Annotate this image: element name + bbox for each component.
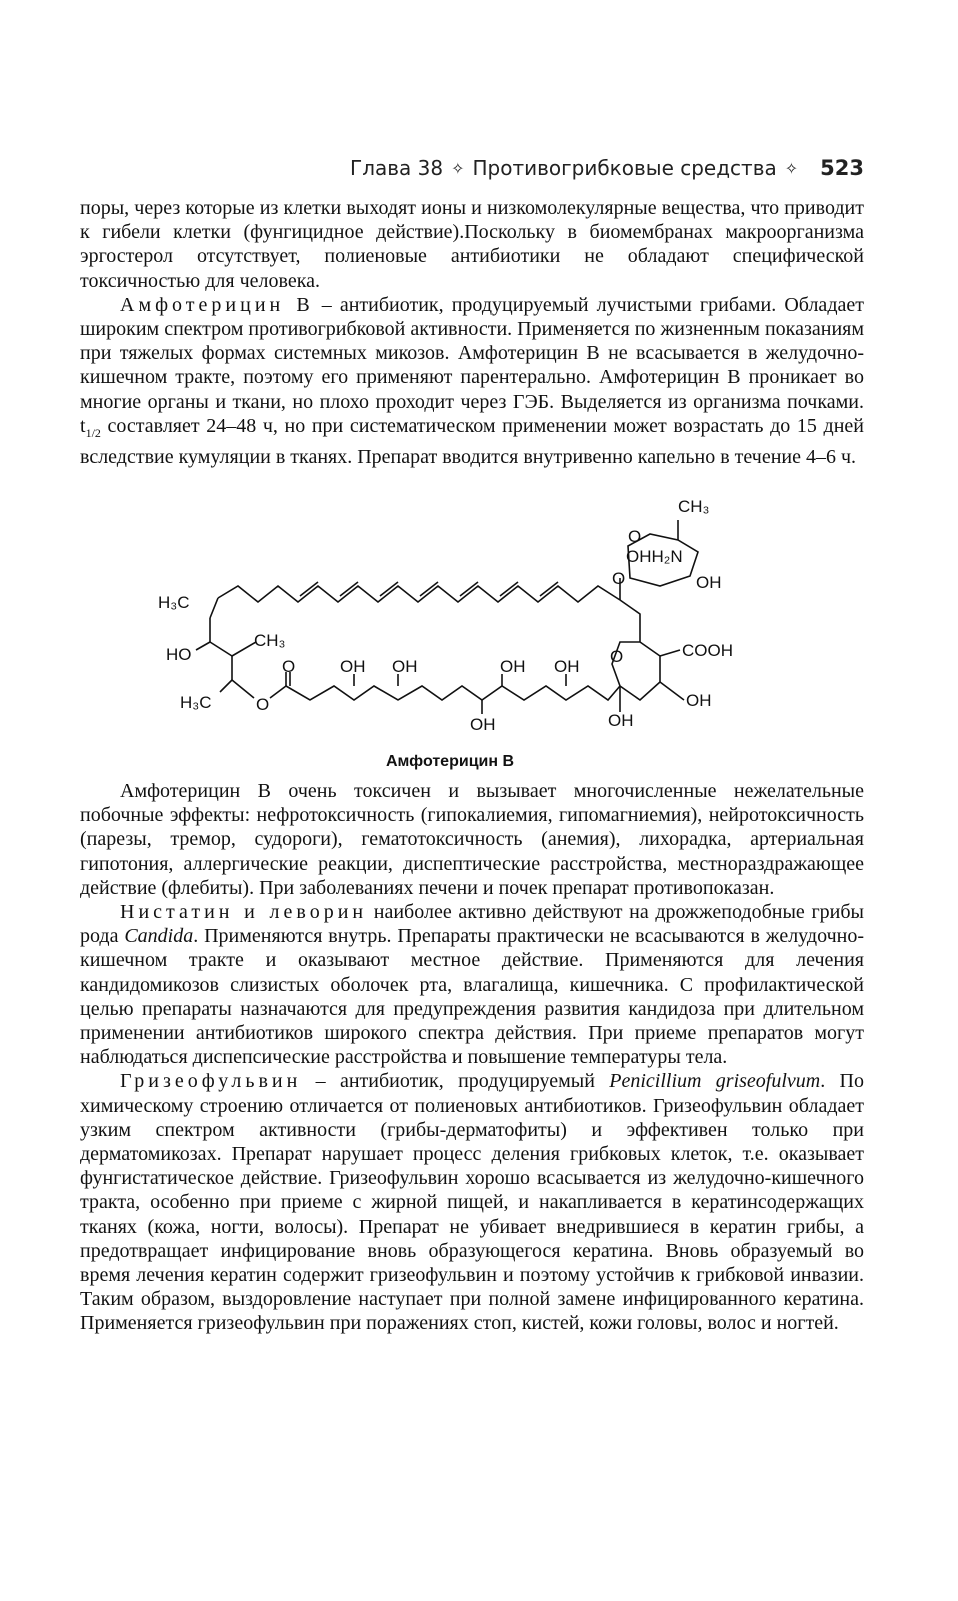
hydroxyl-label: OH [500, 657, 526, 676]
hydroxyl-label: OH [340, 657, 366, 676]
glycosidic-oxygen-label: O [612, 569, 626, 588]
paragraph-griseofulvin: Гризеофульвин – антибиотик, продуцируемый Penicillium griseofulvum. По химическому строению отличается от полиеновых антибиотиков. Гризеофульвин обладает узким спектром активности (грибы-дерматофиты) и эффективен только при дерматомикозах. Препарат нарушает процесс деления грибковых клеток, т.е. оказывает фунгистатическое действие. Гризеофульвин хорошо всасывается из желудочно-кишечного тракта, особенно при приеме с жирной пищей, и накапливается в кератинсодержащих тканях (кожа, ногти, волосы). Препарат не убивает внедрившиеся в кератин грибы, а предотвращает инфицирование вновь образующегося кератина. Вновь образуемый во время лечения кератин содержит гризеофульвин и поэтому устойчив к грибковой инвазии. Таким образом, выздоровление наступает при полной замене инфицированного кератина. Применяется гризеофульвин при поражениях стоп, кистей, кожи головы, волос и ногтей. [80, 1070, 864, 1335]
drug-name: Гризеофульвин [120, 1070, 302, 1093]
page-number: 523 [820, 156, 864, 180]
hydroxy-amine-label: OHH₂N [626, 547, 683, 566]
chapter-title: Противогрибковые средства [472, 156, 777, 180]
methyl-label: H₃C [180, 693, 212, 712]
methyl-label: CH₃ [254, 631, 286, 650]
carbonyl-oxygen-label: O [282, 657, 296, 676]
text-block-bottom [80, 779, 864, 1336]
ring-oxygen-label: O [610, 647, 624, 666]
drug-name: Амфотерицин В [120, 293, 314, 316]
paragraph-side-effects: Амфотерицин В очень токсичен и вызывает многочисленные нежелательные побочные эффекты: нефротоксичность (гипокалиемия, гипомагниемия), нейротоксичность (парезы, тремор, судороги), гематотоксичность (анемия), лихорадка, артериальная гипотония, аллергические реакции, диспептические расстройства, местнораздражающее действие (флебиты). При заболеваниях печени и почек препарат противопоказан. [80, 780, 864, 899]
amphotericin-structure-figure [150, 490, 770, 780]
separator-icon: ✧ [784, 158, 799, 178]
hydroxyl-label: OH [392, 657, 418, 676]
running-header [350, 148, 864, 188]
hydroxyl-label: OH [470, 715, 496, 734]
text-block-top [80, 196, 864, 469]
ester-oxygen-label: O [256, 695, 270, 714]
hydroxyl-label: HO [166, 645, 192, 664]
methyl-label: H₃C [158, 593, 190, 612]
bond-lines [196, 520, 698, 714]
carboxyl-label: COOH [682, 641, 733, 660]
oxygen-label: O [628, 527, 642, 546]
paragraph-nystatin: Нистатин и леворин наиболее активно действуют на дрожжеподобные грибы рода Candida. Применяются внутрь. Препараты практически не всасываются в желудочно-кишечном тракте и оказывают местное действие. Применяются для лечения кандидомикозов слизистых оболочек рта, влагалища, кишечника. С профилактической целью препараты назначаются для предупреждения развития кандидоза при длительном применении антибиотиков широкого спектра действия. При приеме препаратов могут наблюдаться диспепсические расстройства и повышение температуры тела. [80, 901, 865, 1069]
hydroxyl-label: OH [686, 691, 712, 710]
drug-name: Нистатин и леворин [120, 901, 368, 924]
figure-caption: Амфотерицин В [386, 753, 515, 770]
hydroxyl-label: OH [554, 657, 580, 676]
structural-formula [150, 490, 770, 780]
paragraph: поры, через которые из клетки выходят ионы и низкомолекулярные вещества, что приводит к гибели клетки (фунгицидное действие).Поскольку в биомембранах макроорганизма эргостерол отсутствует, полиеновые антибиотики не обладают специфической токсичностью для человека. [80, 197, 864, 292]
paragraph-amphotericin: Амфотерицин В – антибиотик, продуцируемый лучистыми грибами. Обладает широким спектром противогрибковой активности. Применяется по жизненным показаниям при тяжелых формах системных микозов. Амфотерицин В не всасывается в желудочно-кишечном тракте, поэтому его применяют парентерально. Амфотерицин В проникает во многие органы и ткани, но плохо проходит через ГЭБ. Выделяется из организма почками. $t_{1/2}$ составляет 24–48 ч, но при систематическом применении может возрастать до 15 дней вследствие кумуляции в тканях. Препарат вводится внутривенно капельно в течение 4–6 ч. [80, 293, 864, 469]
hydroxyl-label: OH [696, 573, 722, 592]
hydroxyl-label: OH [608, 711, 634, 730]
chapter-label: Глава 38 [350, 156, 444, 180]
methyl-label: CH₃ [678, 497, 710, 516]
separator-icon: ✧ [451, 158, 465, 178]
